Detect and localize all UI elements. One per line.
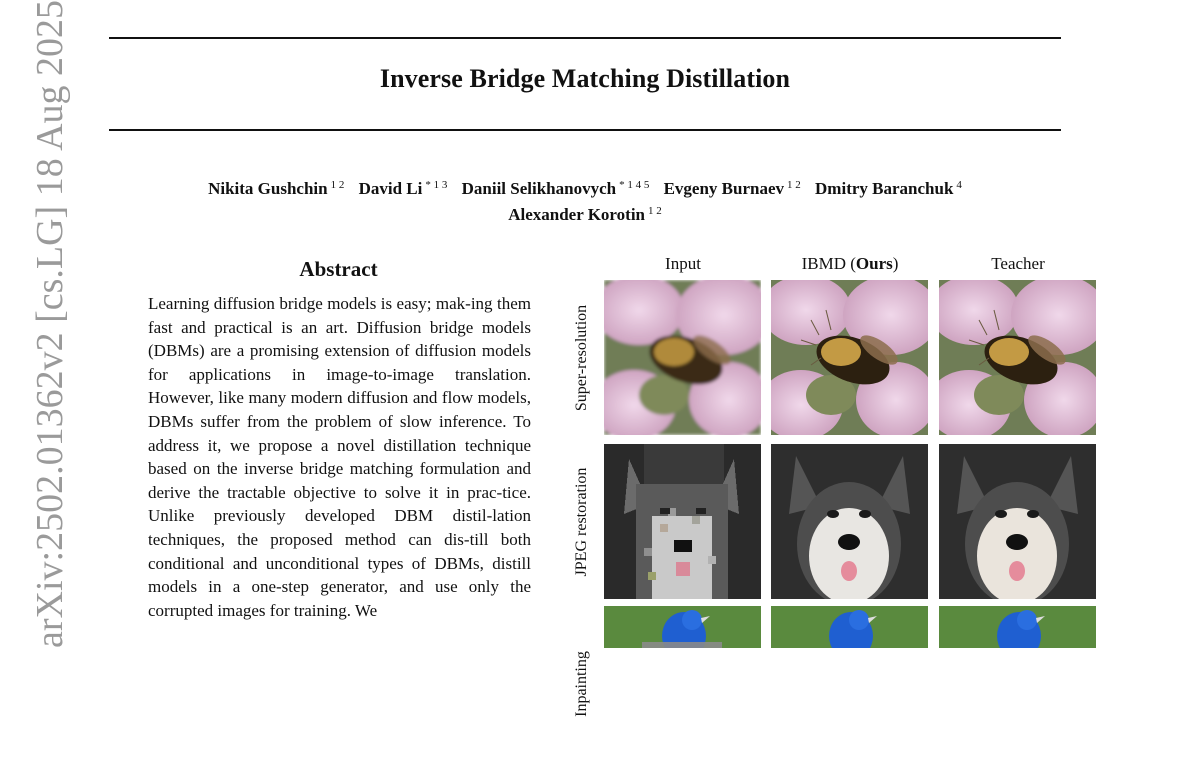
author: Dmitry Baranchuk $^4$ (815, 179, 962, 198)
author: Evgeny Burnaev $^{1 2}$ (663, 179, 801, 198)
row-label-jpeg-restoration: JPEG restoration (573, 467, 590, 576)
image-husky-input (604, 444, 761, 599)
row-label-inpainting: Inpainting (573, 650, 590, 717)
image-bee-input (604, 280, 761, 435)
author: Nikita Gushchin $^{1 2}$ (208, 179, 345, 198)
image-husky-ibmd (771, 444, 928, 599)
author-list (109, 174, 1061, 226)
image-husky-teacher (939, 444, 1096, 599)
abstract-text: Learning diffusion bridge models is easy; mak-ing them fast and practical is an art. Diffusion bridge models (DBMs) are a promising extension of diffusion models for applications in image-to-image translation. However, like many modern diffusion and flow models, DBMs suffer from the problem of slow inference. To address it, we propose a novel distillation technique based on the inverse bridge matching formulation and derive the tractable objective to solve it in prac-tice. Unlike previously developed DBM distil-lation techniques, the proposed method can dis-till both conditional and unconditional types of DBMs, distill models in a one-step generator, and use only the corrupted images for training. We (148, 294, 531, 620)
image-bird-teacher (939, 606, 1096, 648)
image-bird-input (604, 606, 761, 648)
title-rule-top (109, 37, 1061, 39)
author: Daniil Selikhanovych $^{* 1 4 5}$ (461, 179, 650, 198)
teaser-figure (570, 250, 1110, 717)
paper-title: Inverse Bridge Matching Distillation (379, 64, 791, 93)
abstract-heading: Abstract (299, 257, 378, 281)
column-header-input: Input (665, 254, 701, 273)
image-bee-teacher (939, 280, 1096, 435)
title-rule-bottom (109, 129, 1061, 131)
image-bee-ibmd (771, 280, 928, 435)
arxiv-watermark: arXiv:2502.01362v2 [cs.LG] 18 Aug 2025 (29, 0, 71, 648)
author: Alexander Korotin $^{1 2}$ (508, 205, 662, 224)
image-bird-ibmd (771, 606, 928, 648)
author: David Li $^{* 1 3}$ (358, 179, 448, 198)
column-header-ibmd: IBMD (Ours) (801, 254, 899, 273)
row-label-super-resolution: Super-resolution (573, 304, 590, 411)
column-header-teacher: Teacher (991, 254, 1045, 273)
